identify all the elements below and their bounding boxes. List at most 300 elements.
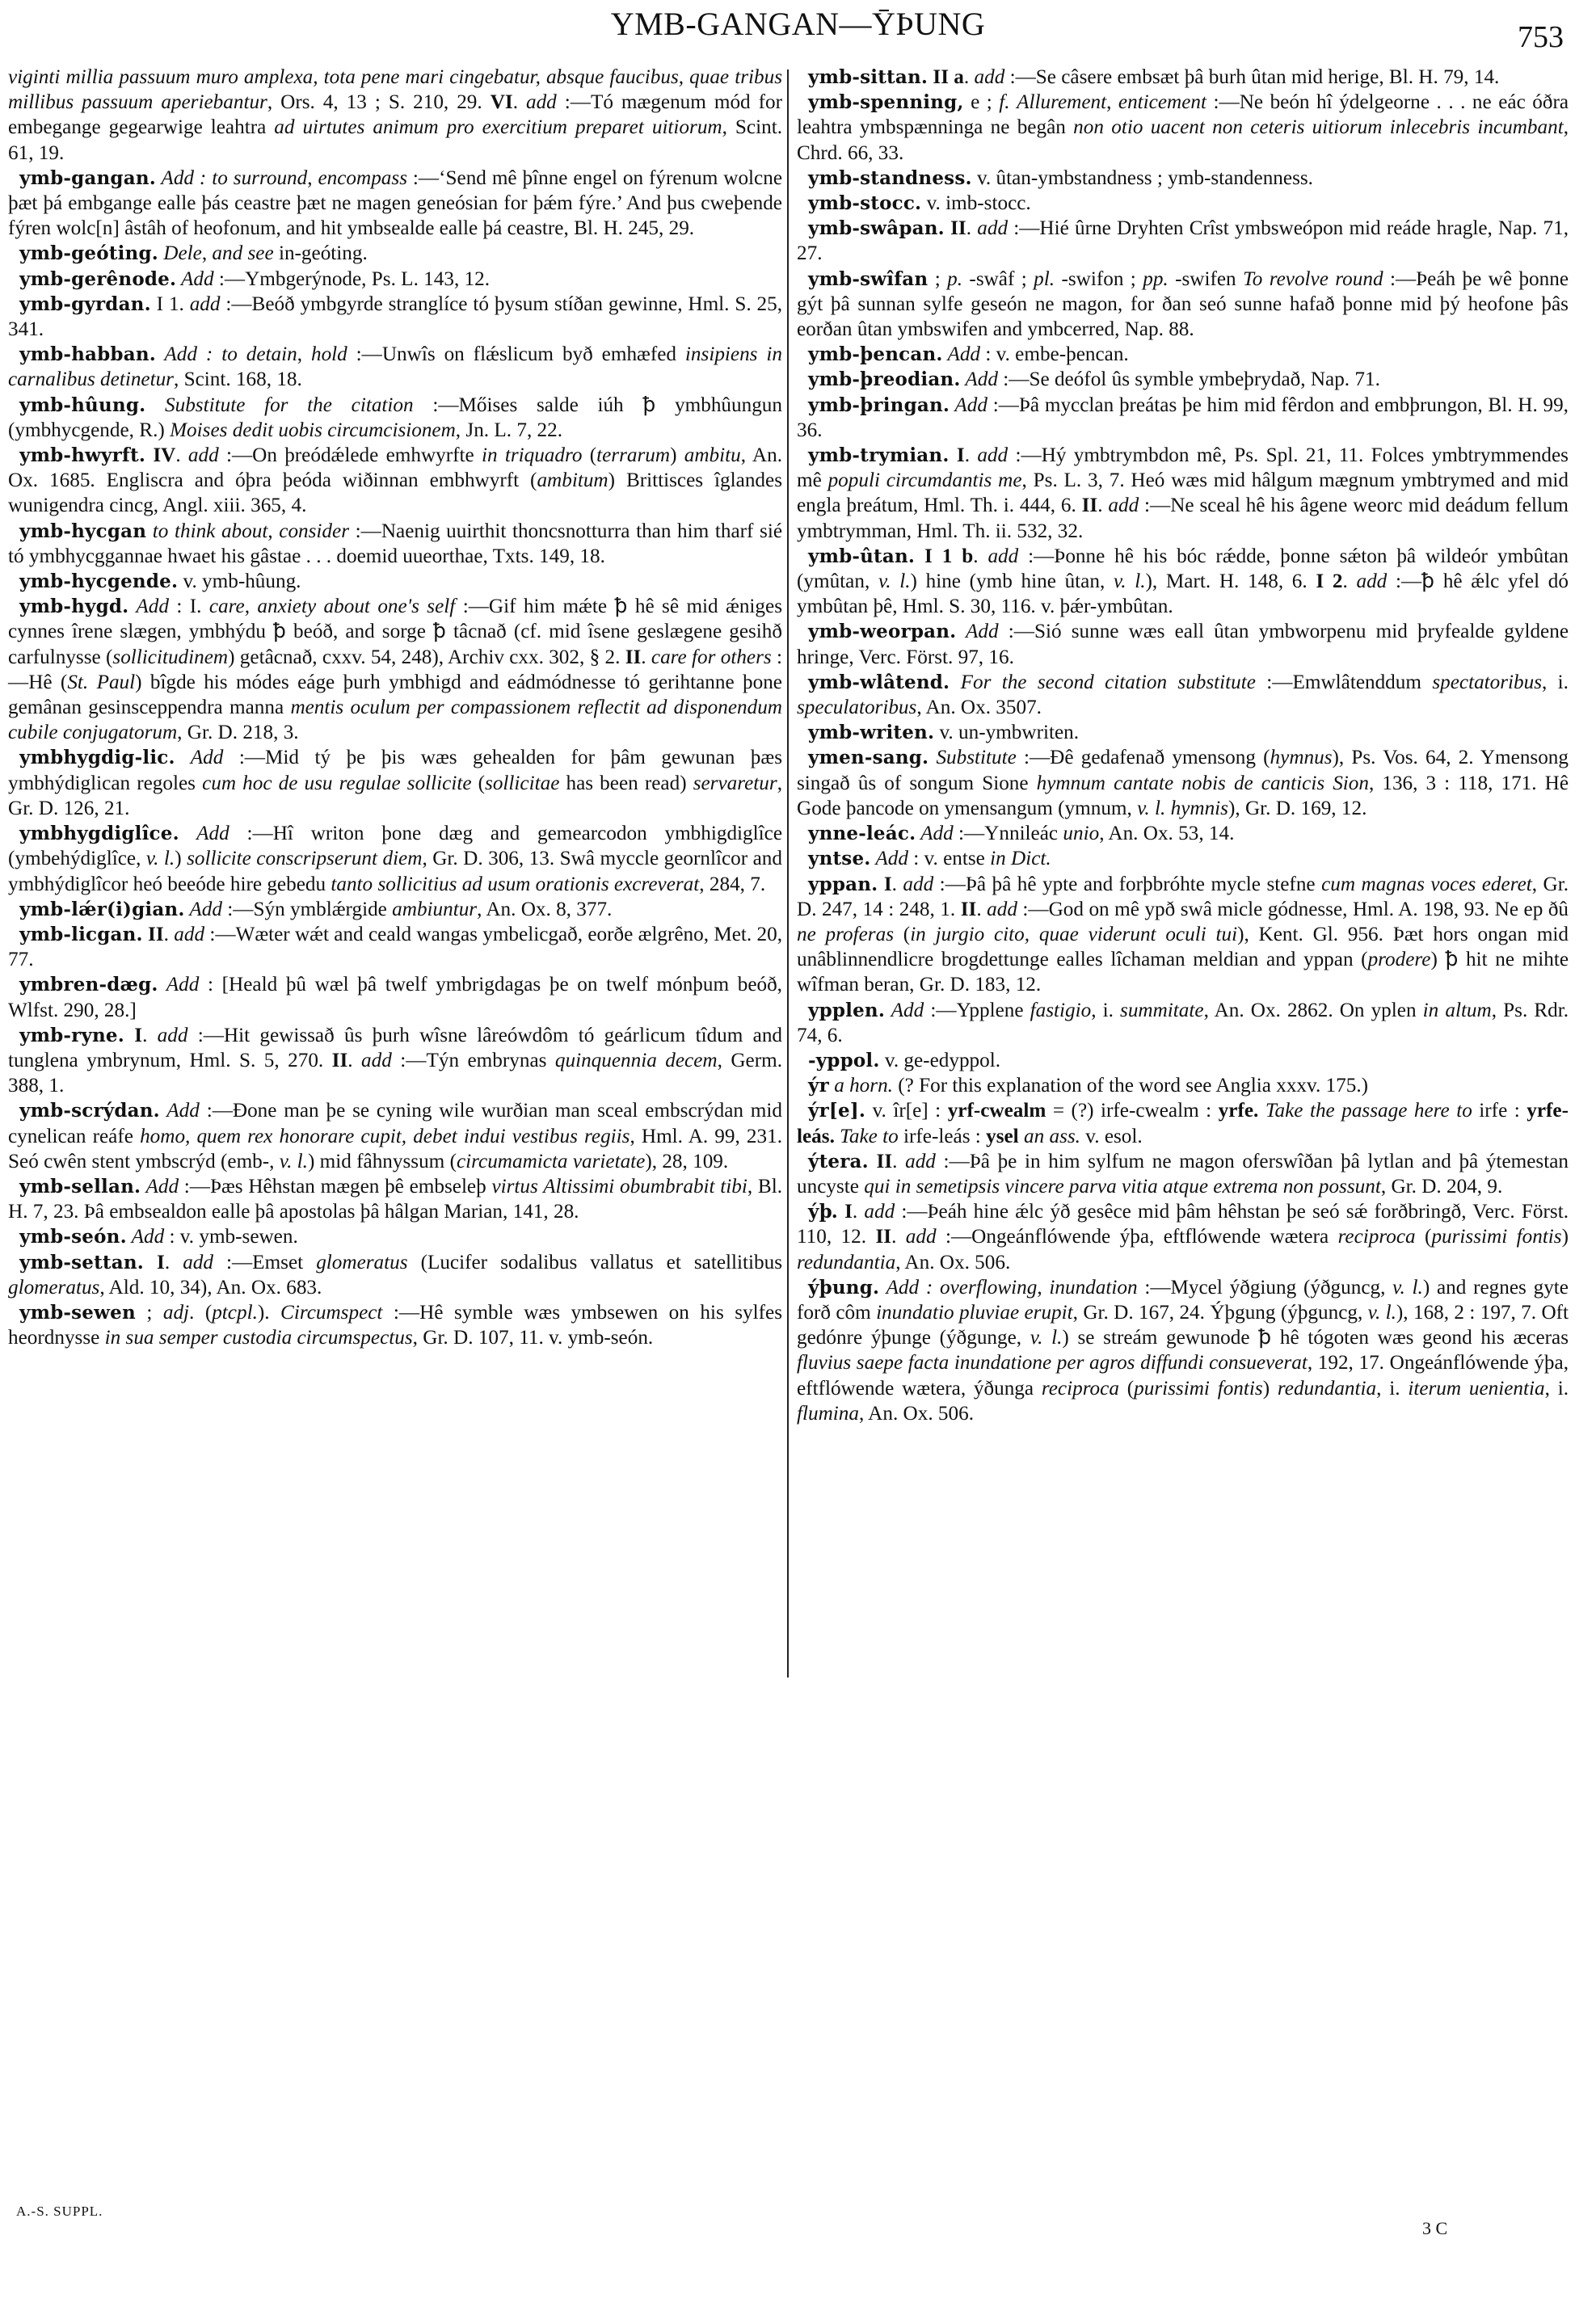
italic-gloss: non otio uacent non ceteris uitiorum inlecebris incumbant: [1073, 116, 1564, 139]
entry-text: v. îr[e] :: [865, 1100, 948, 1122]
entry-text: :—On þreódǽlede emhwyrfte: [218, 444, 482, 467]
entry-text: :—Hit gewissað ûs þurh wîsne lâreówdôm tó geárlicum tîdum and tunglena ymbrynum, Hml. S. 5, 270.: [8, 1024, 783, 1071]
dictionary-entry: [8, 922, 782, 972]
italic-gloss: encompass: [318, 166, 407, 189]
headword: ymb-sellan.: [19, 1175, 141, 1198]
italic-gloss: ambiuntur: [392, 898, 478, 920]
italic-gloss: hymnum cantate nobis de canticis Sion: [1036, 772, 1369, 794]
entry-text: :—Mid tý þe þis wæs gehealden for þâm gewunan þæs ymbhýdiglican regoles: [8, 747, 782, 794]
italic-gloss: pp.: [1143, 267, 1169, 290]
dictionary-entry: [8, 1224, 782, 1249]
italic-gloss: ne proferas: [797, 923, 894, 945]
italic-gloss: Add: [175, 747, 224, 769]
entry-text: ) and regnes gyte forð côm: [797, 1276, 1569, 1324]
entry-text: , An. Ox. 2862. On yplen: [1203, 999, 1423, 1021]
headword: ymb-settan.: [19, 1251, 144, 1273]
italic-gloss: add: [987, 545, 1019, 567]
entry-text: ), Kent. Gl. 956. Þæt hors ongan mid unâblinnendlicre brogdettunge ealles lîchaman meldian and yppan (: [797, 923, 1569, 971]
entry-text: : v. ymb-sewen.: [164, 1226, 298, 1248]
headword: ymb-geóting.: [19, 242, 158, 265]
dictionary-entry: [8, 821, 782, 897]
entry-text: : v. embe-þencan.: [980, 343, 1129, 366]
italic-gloss: add: [174, 923, 205, 945]
headword: ýþ.: [808, 1201, 838, 1223]
sense-number: II: [868, 1150, 893, 1172]
italic-gloss: cum hoc de usu regulae sollicite: [202, 772, 472, 794]
italic-gloss: fluvius saepe facta inundatione per agros diffundi consueverat: [797, 1352, 1308, 1374]
italic-gloss: purissimi fontis: [1431, 1226, 1562, 1248]
dictionary-entry: [8, 1098, 782, 1174]
entry-text: ) hine (ymb hine ûtan,: [910, 570, 1114, 593]
dictionary-entry: [797, 342, 1569, 367]
entry-text: :—Hý ymbtrymbdon mê, Ps. Spl. 21, 11. Folces ymbtrymmendes mê: [797, 444, 1569, 492]
italic-gloss: enticement: [1118, 91, 1206, 114]
italic-gloss: Add : to detain: [155, 343, 297, 366]
italic-gloss: For the second citation substitute: [950, 671, 1256, 693]
gathering-mark: 3 C: [1422, 2218, 1448, 2238]
headword: ymen-sang.: [808, 747, 929, 769]
headword: ymb-swîfan: [808, 267, 929, 290]
entry-text: :—Se deófol ûs symble ymbeþrydað, Nap. 71.: [997, 368, 1380, 391]
italic-gloss: in triquadro: [481, 444, 583, 467]
entry-text: , Scint. 61, 19.: [8, 116, 782, 164]
headword: ymb-standness.: [808, 166, 972, 189]
entry-text: :—Tó mægenum mód for embegange gegearwige leahtra: [8, 91, 782, 139]
headword: ymb-hwyrft.: [19, 444, 146, 467]
sense-number: VI: [490, 91, 513, 114]
entry-text: ): [175, 848, 187, 870]
headword: ymb-scrýdan.: [19, 1100, 160, 1122]
italic-gloss: add: [977, 217, 1009, 240]
entry-text: v. imb-stocc.: [921, 192, 1031, 215]
sense-number: I: [144, 1251, 165, 1273]
entry-text: , i.: [1542, 671, 1569, 693]
entry-text: ), 28, 109.: [645, 1150, 729, 1172]
dictionary-entry: [8, 897, 782, 922]
italic-gloss: fastigio: [1030, 999, 1092, 1021]
italic-gloss: add: [189, 293, 221, 315]
italic-gloss: Add: [126, 1226, 165, 1248]
entry-text: .: [966, 217, 978, 240]
headword: ymb-trymian.: [808, 444, 950, 467]
entry-text: :—Þeáh þe wê þonne gýt þâ sunnan sylfe geseón ne magon, for ðan seó sunne hafað þonne mid þý heofone þâs eorðan ûtan ymbswifen and ymbcerred, Nap. 88.: [797, 267, 1569, 341]
entry-text: :—Beóð ymbgyrde stranglíce tó þysum stíðan gewinne, Hml. S. 25, 341.: [8, 293, 782, 341]
italic-gloss: add: [903, 873, 934, 895]
dictionary-entry: [8, 166, 782, 242]
entry-text: :—Sýn ymblǽrgide: [222, 898, 393, 920]
headword: ýtera.: [808, 1150, 869, 1172]
entry-text: .: [163, 923, 175, 945]
sense-number: II: [944, 217, 966, 240]
italic-gloss: ambitum: [537, 469, 609, 492]
entry-text: ), Gr. D. 169, 12.: [1228, 797, 1367, 819]
sense-number: I: [837, 1201, 853, 1223]
italic-gloss: speculatoribus: [797, 697, 917, 719]
italic-gloss: v. l. hymnis: [1137, 797, 1228, 819]
entry-text: , 136, 3 : 118, 171. Hê Gode þancode on ymensangum (ymnum,: [797, 772, 1569, 819]
italic-gloss: Allurement: [1017, 91, 1107, 114]
dictionary-entry: [797, 544, 1569, 620]
entry-text: , An. Ox. 3507.: [916, 697, 1042, 719]
entry-text: ) getâcnað, cxxv. 54, 248), Archiv cxx. 302, § 2.: [228, 646, 625, 668]
entry-text: ;: [135, 1301, 163, 1324]
dictionary-entry: [8, 443, 782, 519]
entry-text: irfe :: [1472, 1100, 1527, 1122]
dictionary-entry: [797, 367, 1569, 392]
dictionary-entry: [8, 1023, 782, 1099]
italic-gloss: ptcpl.: [212, 1301, 258, 1324]
dictionary-entry: [797, 1073, 1569, 1098]
dictionary-entry: [8, 594, 782, 745]
dictionary-entry: [8, 972, 782, 1022]
headword: ynne-leác.: [808, 823, 916, 845]
dictionary-entry: [797, 65, 1569, 90]
headword: ymb-swâpan.: [808, 217, 945, 240]
entry-text: :—Þeáh hine ǽlc ýð gesêce mid þâm hêhstan þe seó sǽ forðbringð, Verc. Först. 110, 12.: [797, 1201, 1569, 1248]
italic-gloss: homo, quem rex honorare cupit, debet indui vestibus regiis: [140, 1125, 630, 1147]
italic-gloss: Add: [942, 343, 981, 366]
entry-text: . (: [189, 1301, 213, 1324]
entry-text: in-geóting.: [273, 242, 368, 265]
dictionary-entry: [797, 998, 1569, 1048]
italic-gloss: mentis oculum per compassionem reflectit ad disponendum cubile conjugatorum: [8, 697, 783, 744]
italic-gloss: reciproca: [1337, 1226, 1416, 1248]
entry-text: -swâf ;: [962, 267, 1034, 290]
entry-text: :—Týn embrynas: [391, 1049, 555, 1071]
entry-text: :—Ongeánflówende ýþa, eftflówende wætera: [936, 1226, 1338, 1248]
entry-text: :—Ne beón hî ýdelgeorne . . . ne eác óðra leahtra ymbspænninga ne begân: [797, 91, 1569, 139]
italic-gloss: Substitute for the citation: [145, 394, 414, 416]
italic-gloss: Substitute: [929, 747, 1017, 769]
entry-text: .: [1097, 495, 1109, 517]
entry-text: , An. Ox. 506.: [858, 1402, 975, 1425]
italic-gloss: v. l.: [1392, 1276, 1423, 1299]
entry-text: :—God on mê ypð swâ micle gódnesse, Hml. A. 198, 93. Ne ep ðû: [1017, 898, 1569, 920]
sense-number: II: [331, 1049, 348, 1071]
page-number: 753: [1518, 20, 1564, 54]
italic-gloss: quinquennia decem: [554, 1049, 718, 1071]
sense-number: I 2: [1316, 570, 1343, 593]
entry-text: (: [1118, 1377, 1135, 1400]
italic-gloss: Add: [950, 394, 987, 416]
italic-gloss: terrarum: [596, 444, 671, 467]
headword: ymb-licgan.: [19, 923, 143, 945]
dictionary-entry: [797, 821, 1569, 846]
entry-text: :—Ynnileác: [953, 823, 1063, 845]
dictionary-entry: [8, 519, 782, 569]
sense-number: yrf-cwealm: [947, 1100, 1046, 1122]
italic-gloss: To revolve round: [1243, 267, 1383, 290]
italic-gloss: in jurgio cito, quae viderunt oculi tui: [910, 923, 1238, 945]
entry-text: , 284, 7.: [699, 873, 766, 895]
entry-text: :—Ymbgerýnode, Ps. L. 143, 12.: [213, 267, 491, 290]
italic-gloss: add: [525, 91, 557, 114]
entry-text: :—Wæter wǽt and ceald wangas ymbelicgað, eorðe ælgrêno, Met. 20, 77.: [8, 923, 783, 971]
headword: ymb-seón.: [19, 1226, 127, 1248]
entry-text: .: [512, 91, 526, 114]
italic-gloss: add: [864, 1201, 895, 1223]
entry-text: ).: [257, 1301, 281, 1324]
sense-number: II a: [928, 66, 964, 88]
sense-number: IV: [145, 444, 176, 467]
dictionary-entry: [8, 292, 782, 342]
italic-gloss: add: [1356, 570, 1388, 593]
italic-gloss: Add: [885, 999, 924, 1021]
italic-gloss: servaretur: [693, 772, 777, 794]
sense-number: yrfe-leás.: [797, 1100, 1569, 1147]
entry-text: (Lucifer sodalibus vallatus et satellitibus: [407, 1251, 783, 1273]
italic-gloss: pl.: [1034, 267, 1055, 290]
entry-text: :—Naenig uuirthit thoncsnotturra than him tharf sié tó ymbhycggannae hwaet his gâstae . . . doemid uueorthae, Txts. 149, 18.: [8, 520, 783, 567]
entry-text: irfe-leás :: [898, 1125, 987, 1147]
italic-gloss: circumamicta varietate: [456, 1150, 646, 1172]
sense-number: II: [960, 898, 977, 920]
entry-text: :—Sió sunne wæs eall ûtan ymbworpenu mid þryfealde gyldene hringe, Verc. Först. 97, 16.: [797, 621, 1569, 668]
sense-number: I 1 b: [915, 545, 974, 567]
entry-text: .: [964, 444, 978, 467]
headword: ýr: [808, 1075, 829, 1097]
entry-text: :—Ypplene: [924, 999, 1030, 1021]
entry-text: : I.: [168, 596, 209, 618]
italic-gloss: Add: [916, 823, 954, 845]
entry-text: ), Ps. Vos. 64, 2. Ymensong singað ûs of songum Sione: [797, 747, 1569, 794]
headword: ymb-hûung.: [19, 394, 146, 416]
entry-text: :—Emset: [213, 1251, 317, 1273]
entry-text: :—Þonne hê his bóc rǽdde, þonne sǽton þâ wildeór ymbûtan (ymûtan,: [797, 545, 1569, 593]
italic-gloss: Add: [179, 823, 230, 845]
dictionary-entry: [8, 569, 782, 594]
entry-text: ): [1262, 1377, 1278, 1400]
dictionary-entry: [797, 720, 1569, 745]
entry-text: v. ymb-hûung.: [178, 570, 301, 593]
entry-text: .: [347, 1049, 362, 1071]
italic-gloss: Add: [141, 1175, 179, 1198]
italic-gloss: add: [157, 1024, 188, 1046]
running-title: YMB-GANGAN—ȲÞUNG: [610, 6, 986, 42]
italic-gloss: v. l.: [279, 1150, 308, 1172]
italic-gloss: redundantia: [1277, 1377, 1377, 1400]
italic-gloss: glomeratus: [8, 1276, 100, 1299]
entry-text: ): [670, 444, 684, 467]
entry-text: ,: [201, 242, 213, 265]
entry-text: :—Þâ þâ hê ypte and forþbróhte mycle stefne: [933, 873, 1322, 895]
entry-text: ) ꝥ hit ne mihte wîfman beran, Gr. D. 183, 12.: [797, 949, 1569, 996]
italic-gloss: hymnus: [1270, 747, 1333, 769]
entry-text: , 192, 17. Ongeánflówende ýþa, eftflówende wætera, ýðunga: [797, 1352, 1569, 1400]
dictionary-entry: [797, 191, 1569, 216]
italic-gloss: inundatio pluviae erupit: [876, 1301, 1073, 1324]
italic-gloss: an ass.: [1023, 1125, 1080, 1147]
italic-gloss: add: [977, 444, 1009, 467]
entry-text: :—Ðone man þe se cyning wile wurðian man sceal embscrýdan mid cynelican reáfe: [8, 1100, 782, 1147]
dictionary-entry: [797, 745, 1569, 821]
entry-text: :—Se câsere embsæt þâ burh ûtan mid herige, Bl. H. 79, 14.: [1004, 66, 1500, 88]
italic-gloss: and see: [212, 242, 274, 265]
sense-number: II: [875, 1226, 892, 1248]
italic-gloss: Add: [956, 621, 999, 643]
italic-gloss: cum magnas voces ederet: [1321, 873, 1532, 895]
sense-number: II: [142, 923, 164, 945]
italic-gloss: p.: [947, 267, 963, 290]
entry-text: ) Brittisces îglandes wunigendra cincg, Angl. xiii. 365, 4.: [8, 469, 782, 517]
headword: ymb-hycgende.: [19, 570, 179, 593]
entry-text: , Ps. L. 3, 7. Heó wæs mid hâlgum mægnum ymbtrymed and mid engla þreátum, Hml. Th. i. 444, 6.: [797, 469, 1569, 517]
entry-text: :—Hî writon þone dæg and gemearcodon ymbhigdiglîce (ymbehýdiglîce,: [8, 823, 782, 870]
entry-text: , An. Ox. 1685. Engliscra and óþra þeóda wiðinnan embhwyrft (: [8, 444, 782, 492]
column-divider: [787, 69, 789, 1677]
entry-text: , Gr. D. 107, 11. v. ymb-seón.: [412, 1327, 654, 1349]
entry-text: , Ald. 10, 34), An. Ox. 683.: [99, 1276, 322, 1299]
italic-gloss: Add: [128, 596, 169, 618]
dictionary-entry: [8, 65, 782, 166]
italic-gloss: hold: [310, 343, 347, 366]
dictionary-entry: [8, 342, 782, 392]
headword: ymb-hygd.: [19, 596, 129, 618]
headword: ymb-þreodian.: [808, 368, 961, 391]
dictionary-entry: [8, 241, 782, 266]
entry-text: :—Mycel ýðgiung (ýðguncg,: [1137, 1276, 1393, 1299]
sense-number: II: [1081, 495, 1098, 517]
italic-gloss: viginti millia passuum muro amplexa, tota pene mari cingebatur, absque faucibus, quae tribus millibus passuum aperiebantur: [8, 66, 782, 114]
headword: ymb-hycgan: [19, 520, 147, 542]
headword: ymb-gerênode.: [19, 267, 177, 290]
dictionary-entry: [8, 1300, 782, 1350]
entry-text: (? For this explanation of the word see Anglia xxxv. 175.): [892, 1075, 1369, 1097]
entry-text: ) se streám gewunode ꝥ hê tógoten wæs geond his æceras: [1062, 1327, 1569, 1349]
italic-gloss: in sua semper custodia circumspectus: [104, 1327, 413, 1349]
italic-gloss: populi circumdantis me: [827, 469, 1022, 492]
entry-text: , i.: [1376, 1377, 1409, 1400]
dictionary-entry: [797, 1098, 1569, 1148]
entry-text: :—Hié ûrne Dryhten Crîst ymbsweópon mid reáde hragle, Nap. 71, 27.: [797, 217, 1569, 265]
entry-text: :—Þâ þe in him sylfum ne magon oferswîðan þâ lytlan and þâ ýtemestan uncyste: [797, 1150, 1569, 1198]
italic-gloss: Add : overflowing: [879, 1276, 1038, 1299]
italic-gloss: glomeratus: [316, 1251, 408, 1273]
italic-gloss: St. Paul: [67, 671, 136, 693]
italic-gloss: v. l.: [1030, 1327, 1063, 1349]
entry-text: = (?) irfe-cwealm :: [1046, 1100, 1219, 1122]
entry-text: , Ps. Rdr. 74, 6.: [797, 999, 1569, 1046]
entry-text: , Gr. D. 218, 3.: [177, 722, 299, 744]
dictionary-entry: [8, 745, 782, 821]
italic-gloss: v. l.: [145, 848, 175, 870]
dictionary-entry: [797, 670, 1569, 720]
italic-gloss: Take the passage here to: [1265, 1100, 1472, 1122]
italic-gloss: f.: [999, 91, 1010, 114]
entry-text: : v. entse: [907, 848, 991, 870]
italic-gloss: sollicitae: [485, 772, 560, 794]
entry-text: ,: [267, 520, 280, 542]
entry-text: ) mid fâhnyssum (: [307, 1150, 457, 1172]
entry-text: ) bîgde his módes eáge þurh ymbhigd and eádmódnesse tó gerihtanne þone gemânan gesinsceppendra manna: [8, 671, 782, 719]
italic-gloss: unio: [1063, 823, 1100, 845]
entry-text: , Scint. 168, 18.: [173, 368, 302, 391]
headword: ymb-þringan.: [808, 394, 950, 416]
dictionary-entry: [797, 90, 1569, 166]
italic-gloss: redundantia: [797, 1251, 896, 1273]
entry-text: ), Mart. H. 148, 6.: [1145, 570, 1316, 593]
dictionary-entry: [797, 1275, 1569, 1426]
headword: ypplen.: [808, 999, 886, 1021]
dictionary-entry: [797, 1199, 1569, 1275]
headword: ýþung.: [808, 1276, 880, 1299]
sense-number: yrfe.: [1218, 1100, 1259, 1122]
entry-text: .: [1342, 570, 1357, 593]
sense-number: II: [625, 646, 642, 668]
italic-gloss: add: [974, 66, 1005, 88]
dictionary-entry: [797, 846, 1569, 871]
italic-gloss: care for others: [651, 646, 772, 668]
italic-gloss: Add : to surround: [155, 166, 308, 189]
entry-text: -swifon ;: [1055, 267, 1143, 290]
italic-gloss: iterum uenientia: [1408, 1377, 1545, 1400]
entry-text: .: [164, 1251, 183, 1273]
entry-text: [1010, 91, 1017, 113]
italic-gloss: add: [1108, 495, 1139, 517]
italic-gloss: add: [905, 1150, 936, 1172]
entry-text: .: [891, 873, 903, 895]
italic-gloss: Circumspect: [280, 1301, 383, 1324]
entry-text: .: [142, 1024, 158, 1046]
entry-text: ,: [297, 343, 311, 366]
entry-text: :—Þâ mycclan þreátas þe him mid fêrdon and embþrungon, Bl. H. 99, 36.: [797, 394, 1569, 441]
headword: ymbhygdig-lic.: [19, 747, 175, 769]
entry-text: , Chrd. 66, 33.: [797, 116, 1569, 164]
entry-text: .: [175, 444, 188, 467]
entry-text: (: [582, 444, 597, 467]
entry-text: ,: [1037, 1276, 1050, 1299]
entry-text: v. un-ymbwriten.: [934, 722, 1080, 744]
entry-text: .: [641, 646, 651, 668]
entry-text: (: [471, 772, 486, 794]
left-column: [8, 65, 782, 1350]
entry-text: , Gr. D. 204, 9.: [1380, 1175, 1503, 1198]
entry-text: I 1.: [150, 293, 190, 315]
entry-text: .: [852, 1201, 865, 1223]
italic-gloss: sollicite conscripserunt diem: [187, 848, 423, 870]
headword: ymb-gangan.: [19, 166, 156, 189]
entry-text: , An. Ox. 53, 14.: [1099, 823, 1235, 845]
italic-gloss: flumina: [797, 1402, 859, 1425]
italic-gloss: add: [987, 898, 1017, 920]
dictionary-entry: [797, 267, 1569, 343]
italic-gloss: v. l.: [878, 570, 911, 593]
italic-gloss: care, anxiety about one's self: [208, 596, 456, 618]
entry-text: (: [894, 923, 911, 945]
italic-gloss: inundation: [1049, 1276, 1138, 1299]
italic-gloss: qui in semetipsis vincere parva vitia atque extrema non possunt: [864, 1175, 1381, 1198]
italic-gloss: insipiens in carnalibus detinetur: [8, 343, 783, 391]
entry-text: .: [963, 66, 975, 88]
entry-text: :—ꝥ hê ǽlc yfel dó ymbûtan þê, Hml. S. 30, 116. v. þǽr-ymbûtan.: [797, 570, 1569, 618]
headword: ymb-sewen: [19, 1301, 136, 1324]
entry-text: :—Hê symble wæs ymbsewen on his sylfes heordnysse: [8, 1301, 782, 1349]
entry-text: -swifen: [1168, 267, 1244, 290]
sense-number: ysel: [986, 1125, 1019, 1147]
entry-text: , Gr. D. 126, 21.: [8, 772, 782, 819]
entry-text: has been read): [559, 772, 693, 794]
dictionary-entry: [8, 1250, 782, 1300]
dictionary-entry: [797, 1149, 1569, 1199]
dictionary-entry: [797, 872, 1569, 998]
headword: ymb-spenning,: [808, 91, 964, 114]
italic-gloss: ambitu: [684, 444, 741, 467]
dictionary-entry: [797, 166, 1569, 191]
headword: ýr[e].: [808, 1100, 866, 1122]
headword: ymb-stocc.: [808, 192, 922, 215]
entry-text: ,: [307, 166, 318, 189]
entry-text: ), 168, 2 : 197, 7. Oft gedónre ýþunge (ýðgunge,: [797, 1301, 1569, 1349]
